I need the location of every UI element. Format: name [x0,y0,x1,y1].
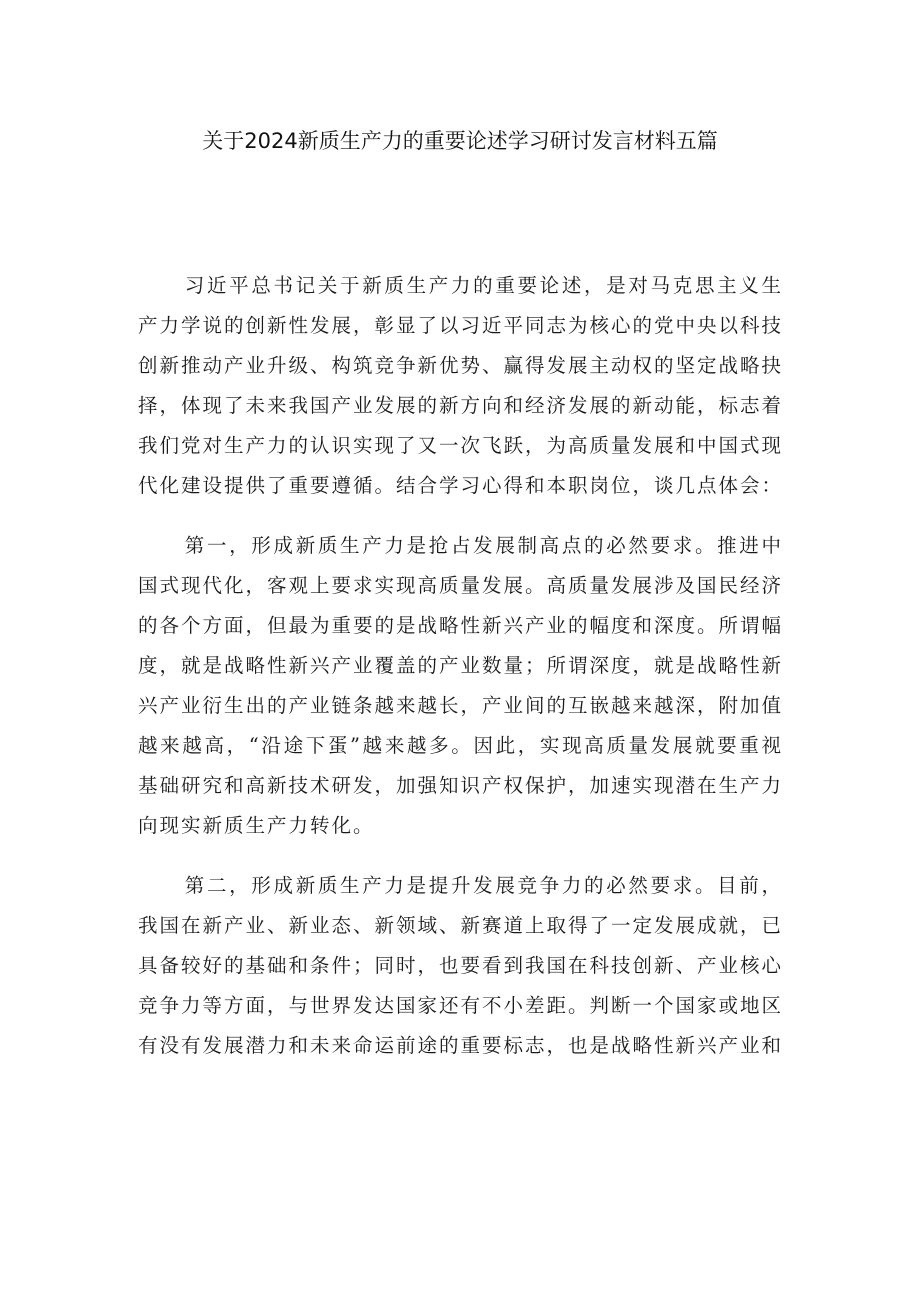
paragraph-point-two: 第二，形成新质生产力是提升发展竞争力的必然要求。目前，我国在新产业、新业态、新领域、新赛道上取得了一定发展成就，已具备较好的基础和条件；同时，也要看到我国在科技创新、产业核心竞争力等方面，与世界发达国家还有不小差距。判断一个国家或地区有没有发展潜力和未来命运前途的重要标志，也是战略性新兴产业和 [138,874,784,1057]
paragraph-point-one: 第一，形成新质生产力是抢占发展制高点的必然要求。推进中国式现代化，客观上要求实现高质量发展。高质量发展涉及国民经济的各个方面，但最为重要的是战略性新兴产业的幅度和深度。所谓幅度，就是战略性新兴产业覆盖的产业数量；所谓深度，就是战略性新兴产业衍生出的产业链条越来越长，产业间的互嵌越来越深，附加值越来越高，“沿途下蛋”越来越多。因此，实现高质量发展就要重视基础研究和高新技术研发，加强知识产权保护，加速实现潜在生产力向现实新质生产力转化。 [138,534,784,837]
document-body [138,266,783,1086]
document-title: 关于2024新质生产力的重要论述学习研讨发言材料五篇 [202,129,718,153]
paragraph-intro: 习近平总书记关于新质生产力的重要论述，是对马克思主义生产力学说的创新性发展，彰显了以习近平同志为核心的党中央以科技创新推动产业升级、构筑竞争新优势、赢得发展主动权的坚定战略抉择，体现了未来我国产业发展的新方向和经济发展的新动能，标志着我们党对生产力的认识实现了又一次飞跃，为高质量发展和中国式现代化建设提供了重要遵循。结合学习心得和本职岗位，谈几点体会： [138,274,784,497]
